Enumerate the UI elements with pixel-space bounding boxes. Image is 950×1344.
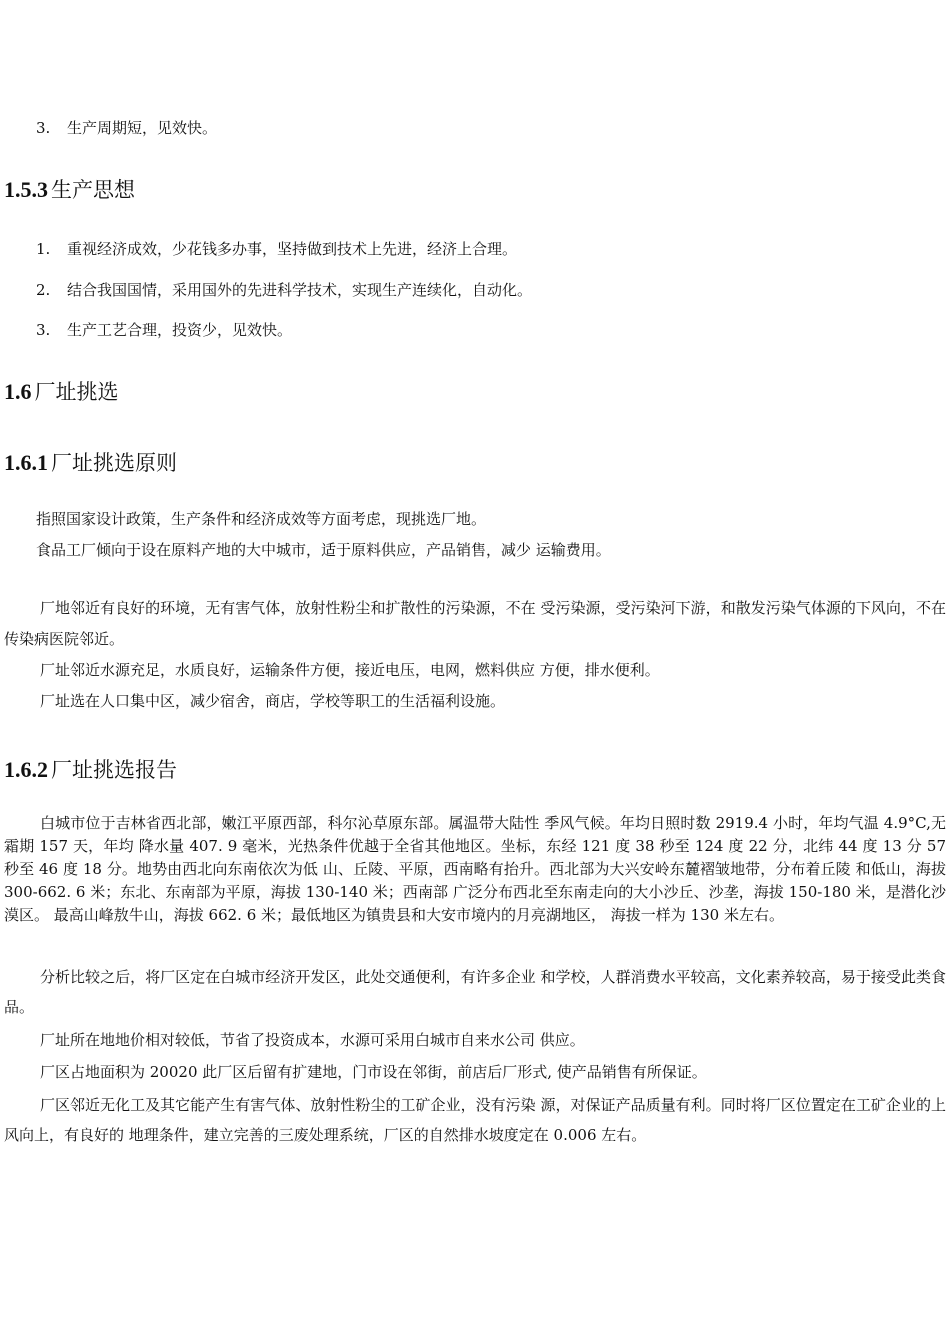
list-text: 生产周期短，见效快。: [67, 119, 218, 137]
list-item: [36, 320, 292, 340]
section-title: 生产思想: [51, 178, 135, 202]
section-title: 厂址挑选报告: [51, 758, 177, 782]
paragraph: 食品工厂倾向于设在原料产地的大中城市，适于原料供应，产品销售，减少 运输费用。: [36, 541, 611, 559]
section-title: 厂址挑选原则: [51, 451, 177, 475]
list-text: 生产工艺合理，投资少，见效快。: [67, 321, 293, 339]
list-number: 3.: [36, 119, 51, 137]
paragraph: 厂址选在人口集中区，减少宿舍，商店，学校等职工的生活福利设施。: [40, 692, 506, 710]
list-number: 3.: [36, 321, 51, 339]
list-item: [36, 280, 532, 300]
section-heading-1-6-2: [4, 756, 177, 784]
section-number: 1.6.1: [4, 450, 48, 475]
list-item: [36, 118, 217, 138]
section-heading-1-6: [4, 378, 119, 406]
list-number: 1.: [36, 240, 51, 258]
paragraph: 分析比较之后，将厂区定在白城市经济开发区，此处交通便利，有许多企业 和学校，人群消费水平较高，文化素养较高，易于接受此类食品。: [4, 968, 946, 1016]
list-text: 重视经济成效，少花钱多办事，坚持做到技术上先进，经济上合理。: [67, 240, 518, 258]
paragraph: 厂地邻近有良好的环境，无有害气体，放射性粉尘和扩散性的污染源，不在 受污染源，受污染河下游，和散发污染气体源的下风向，不在传染病医院邻近。: [4, 599, 946, 648]
section-number: 1.6: [4, 379, 32, 404]
paragraph: 厂址邻近水源充足，水质良好，运输条件方便，接近电压，电网，燃料供应 方便，排水便利。: [40, 661, 660, 679]
section-number: 1.6.2: [4, 757, 48, 782]
paragraph: 厂区占地面积为 20020 此厂区后留有扩建地，门市设在邻街，前店后厂形式, 使产品销售有所保证。: [40, 1063, 707, 1081]
list-text: 结合我国国情，采用国外的先进科学技术，实现生产连续化，自动化。: [67, 281, 533, 299]
section-heading-1-5-3: [4, 176, 135, 204]
section-heading-1-6-1: [4, 449, 177, 477]
section-number: 1.5.3: [4, 177, 48, 202]
section-title: 厂址挑选: [34, 380, 119, 404]
list-number: 2.: [36, 281, 51, 299]
paragraph: 厂址所在地地价相对较低，节省了投资成本，水源可采用白城市自来水公司 供应。: [40, 1031, 585, 1049]
paragraph: 白城市位于吉林省西北部，嫩江平原西部，科尔沁草原东部。属温带大陆性 季风气候。年均日照时数 2919.4 小时，年均气温 4.9°C,无霜期 157 天，年均 降水量 407. 9 毫米，光热条件优越于全省其他地区。坐标，东经 121 度 38 秒至 124 度 22 分，北纬 44 度 13 分 57 秒至 46 度 18 分。地势由西北向东南依次为低 山、丘陵、平原，西南略有抬升。西北部为大兴安岭东麓褶皱地带，分布着丘陵 和低山，海拔 300-662. 6 米；东北、东南部为平原，海拔 130-140 米；西南部 广泛分布西北至东南走向的大小沙丘、沙垄，海拔 150-180 米，是潜化沙漠区。 最高山峰敖牛山，海拔 662. 6 米；最低地区为镇贵县和大安市境内的月亮湖地区， 海拔一样为 130 米左右。: [4, 814, 946, 924]
list-item: [36, 239, 517, 259]
paragraph: 指照国家设计政策，生产条件和经济成效等方面考虑，现挑选厂地。: [36, 510, 487, 528]
paragraph: 厂区邻近无化工及其它能产生有害气体、放射性粉尘的工矿企业，没有污染 源，对保证产品质量有利。同时将厂区位置定在工矿企业的上风向上，有良好的 地理条件，建立完善的三废处理系统，厂区的自然排水坡度定在 0.006 左右。: [4, 1096, 946, 1144]
